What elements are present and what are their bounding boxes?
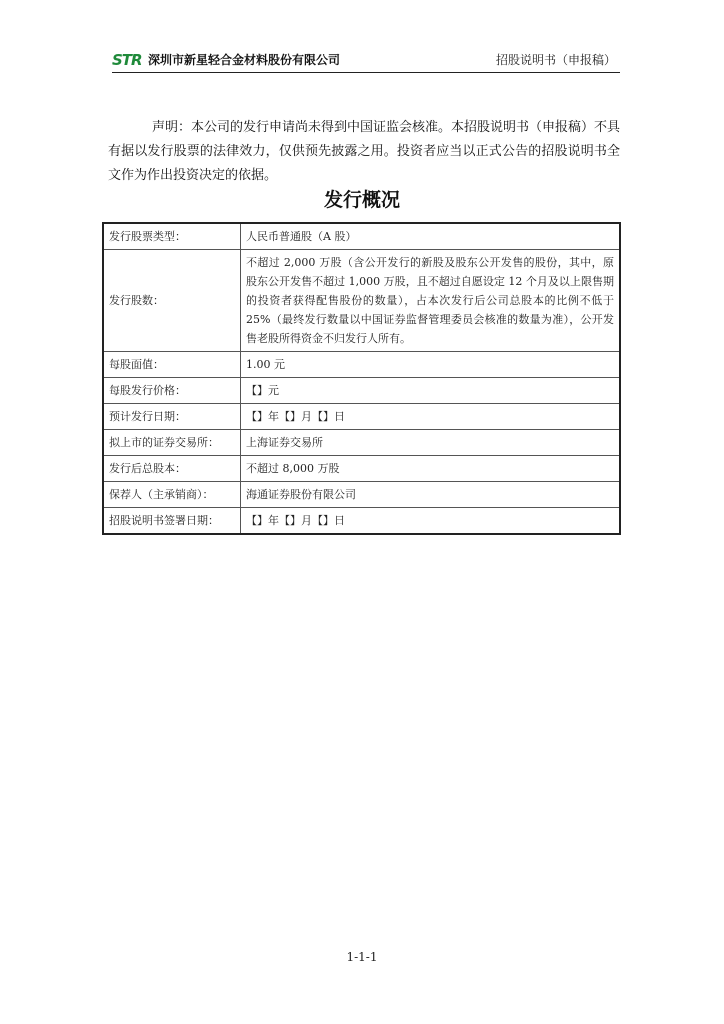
document-label: 招股说明书（申报稿） [495, 53, 616, 67]
issuance-overview-table [102, 222, 621, 535]
table-row [103, 352, 620, 378]
table-row [103, 250, 620, 352]
row-value: 人民币普通股（A 股） [241, 223, 621, 250]
row-value: 上海证券交易所 [241, 430, 621, 456]
company-logo: STR [112, 51, 142, 69]
table-row [103, 404, 620, 430]
page-number: 1-1-1 [346, 950, 378, 964]
company-name: 深圳市新星轻合金材料股份有限公司 [148, 53, 341, 67]
row-label: 每股发行价格： [103, 378, 241, 404]
row-value: 不超过 2,000 万股（含公开发行的新股及股东公开发售的股份，其中，原股东公开发售不超过 1,000 万股，且不超过自愿设定 12 个月及以上限售期的投资者获得配售股份的数量），占本次发行后公司总股本的比例不低于 25%（最终发行数量以中国证券监督管理委员会核准的数量为准），公开发售老股所得资金不归发行人所有。 [241, 250, 621, 352]
page-header [112, 50, 620, 73]
row-label: 保荐人（主承销商）： [103, 482, 241, 508]
row-value: 【】元 [241, 378, 621, 404]
row-label: 发行股数： [103, 250, 241, 352]
page-title: 发行概况 [323, 189, 400, 211]
table-row [103, 482, 620, 508]
row-value: 【】年【】月【】日 [241, 404, 621, 430]
table-row [103, 430, 620, 456]
table-row [103, 223, 620, 250]
row-value: 【】年【】月【】日 [241, 508, 621, 535]
row-label: 拟上市的证券交易所： [103, 430, 241, 456]
table-row [103, 508, 620, 535]
table-row [103, 378, 620, 404]
row-value: 海通证券股份有限公司 [241, 482, 621, 508]
table-row [103, 456, 620, 482]
row-label: 发行股票类型： [103, 223, 241, 250]
row-value: 不超过 8,000 万股 [241, 456, 621, 482]
statement-paragraph: 声明：本公司的发行申请尚未得到中国证监会核准。本招股说明书（申报稿）不具有据以发行股票的法律效力，仅供预先披露之用。投资者应当以正式公告的招股说明书全文作为作出投资决定的依据。 [108, 120, 621, 183]
row-label: 每股面值： [103, 352, 241, 378]
row-value: 1.00 元 [241, 352, 621, 378]
row-label: 预计发行日期： [103, 404, 241, 430]
row-label: 招股说明书签署日期： [103, 508, 241, 535]
row-label: 发行后总股本： [103, 456, 241, 482]
